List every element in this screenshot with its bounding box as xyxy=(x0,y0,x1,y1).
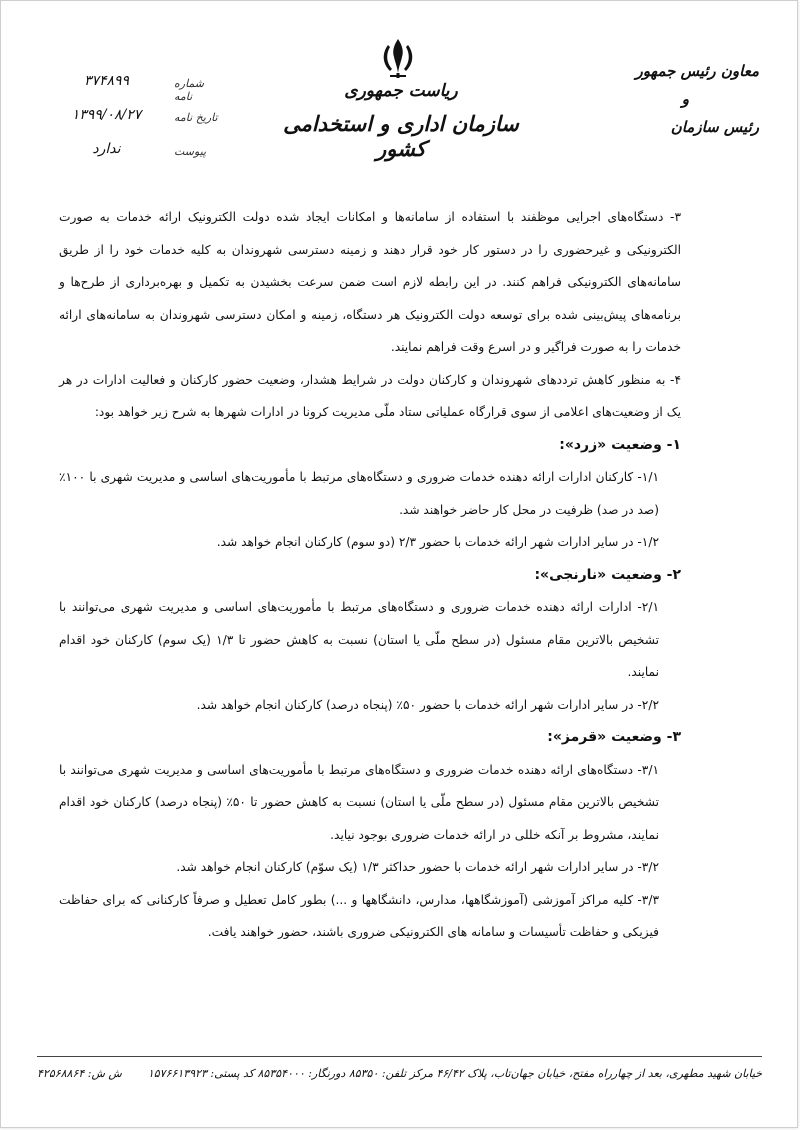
sender-title-line1: معاون رئیس جمهور xyxy=(635,62,759,80)
footer-fax: ش ش: ۴۲۵۶۸۸۶۴ xyxy=(37,1067,122,1080)
clause-3-3: ۳/۳- کلیه مراکز آموزشی (آموزشگاهها، مدارس، دانشگاهها و ...) بطور کامل تعطیل و صرفاً کارکنانی که برای حفاظت فیزیکی و حفاظت تأسیسات و سامانه های الکترونیکی ضروری باشند، حضور خواهند یافت. xyxy=(59,892,659,939)
iran-emblem-icon xyxy=(376,35,420,79)
letter-footer xyxy=(37,1067,762,1091)
gov-presidency-title: ریاست جمهوری xyxy=(344,81,458,101)
footer-address: خیابان شهید مطهری، بعد از چهارراه مفتح، خیابان جهان‌تاب، پلاک ۴۶/۴۲ مرکز تلفن: ۸۵۳۵۰ دورنگار: ۸۵۳۵۴۰۰۰ کد پستی: ۱۵۷۶۶۱۳۹۲۳ xyxy=(147,1067,762,1080)
letter-attachment-row xyxy=(59,141,219,175)
organization-title: سازمان اداری و استخدامی کشور xyxy=(283,111,519,161)
letter-body xyxy=(59,201,681,949)
clause-2-1: ۲/۱- ادارات ارائه دهنده خدمات ضروری و دستگاه‌های مرتبط با مأموریت‌های اساسی و مدیریت شهری می‌توانند با تشخیص بالاترین مقام مسئول (در سطح ملّی یا استان) نسبت به کاهش حضور تا ۱/۳ (یک سوم) کارکنان خود اقدام نمایند. xyxy=(59,600,660,679)
clause-3-2: ۳/۲- در سایر ادارات شهر ارائه خدمات با حضور حداکثر ۱/۳ (یک سوّم) کارکنان انجام خواهد شد. xyxy=(176,860,659,874)
sender-title-line3: رئیس سازمان xyxy=(670,118,759,136)
letter-number-label: شماره نامه xyxy=(174,77,205,103)
letter-attachment-value: ندارد xyxy=(92,141,121,157)
section-red-heading: ۳- وضعیت «قرمز»: xyxy=(547,729,681,745)
clause-3-1: ۳/۱- دستگاه‌های ارائه دهنده خدمات ضروری و دستگاه‌های مرتبط با مأموریت‌های اساسی و مدیریت شهری می‌توانند با تشخیص بالاترین مقام مسئول (در سطح ملّی یا استان) نسبت به کاهش حضور تا ۵۰٪ (پنجاه درصد) کارکنان خود اقدام نمایند، مشروط بر آنکه خللی در ارائه خدمات ضروری بوجود نیاید. xyxy=(59,762,659,842)
section-yellow-heading: ۱- وضعیت «زرد»: xyxy=(559,436,681,453)
letter-number-value: ۳۷۴۸۹۹ xyxy=(83,73,130,89)
clause-4: ۴- به منظور کاهش ترددهای شهروندان و کارکنان دولت در شرایط هشدار، وضعیت حضور کارکنان و فعالیت ادارات در هر یک از وضعیت‌های اعلامی از سوی قرارگاه عملیاتی ستاد ملّی مدیریت کرونا در ادارات شهرها به شرح زیر خواهد بود: xyxy=(59,372,681,419)
letter-date-label: تاریخ نامه xyxy=(174,111,218,124)
section-orange-heading: ۲- وضعیت «نارنجی»: xyxy=(534,566,681,583)
clause-1-2: ۱/۲- در سایر ادارات شهر ارائه خدمات با حضور ۲/۳ (دو سوم) کارکنان انجام خواهد شد. xyxy=(216,535,659,549)
footer-divider xyxy=(37,1056,762,1057)
letter-date-row xyxy=(59,107,219,141)
letter-meta xyxy=(59,73,219,175)
clause-2-2: ۲/۲- در سایر ادارات شهر ارائه خدمات با حضور ۵۰٪ (پنجاه درصد) کارکنان انجام خواهد شد. xyxy=(196,697,659,712)
sender-title xyxy=(619,57,759,141)
letter-number-row xyxy=(59,73,219,107)
clause-1-1: ۱/۱- کارکنان ادارات ارائه دهنده خدمات ضروری و دستگاه‌های مرتبط با مأموریت‌های اساسی و مدیریت شهری با ۱۰۰٪ (صد در صد) ظرفیت در محل کار حاضر خواهند شد. xyxy=(59,470,659,517)
clause-3: ۳- دستگاه‌های اجرایی موظفند با استفاده از سامانه‌ها و امکانات ایجاد شده دولت الکترونیک ارائه خدمات به صورت الکترونیکی و غیرحضوری را در دستور کار خود قرار دهند و زمینه دسترسی شهروندان به کلیه خدمات خود را از طریق سامانه‌های الکترونیکی فراهم کنند. در این رابطه لازم است ضمن سرعت بخشیدن به تکمیل و بهره‌برداری از طرح‌ها و برنامه‌های پیش‌بینی شده برای توسعه دولت الکترونیک هر دستگاه، زمینه و امکان دسترسی شهروندان به سامانه‌های ارائه خدمات را به صورت فراگیر و در اسرع وقت فراهم نمایند. xyxy=(59,210,681,354)
sender-title-line2: و xyxy=(681,90,689,108)
letter-date-value: ۱۳۹۹/۰۸/۲۷ xyxy=(71,107,142,123)
letter-attachment-label: پیوست xyxy=(174,145,207,158)
